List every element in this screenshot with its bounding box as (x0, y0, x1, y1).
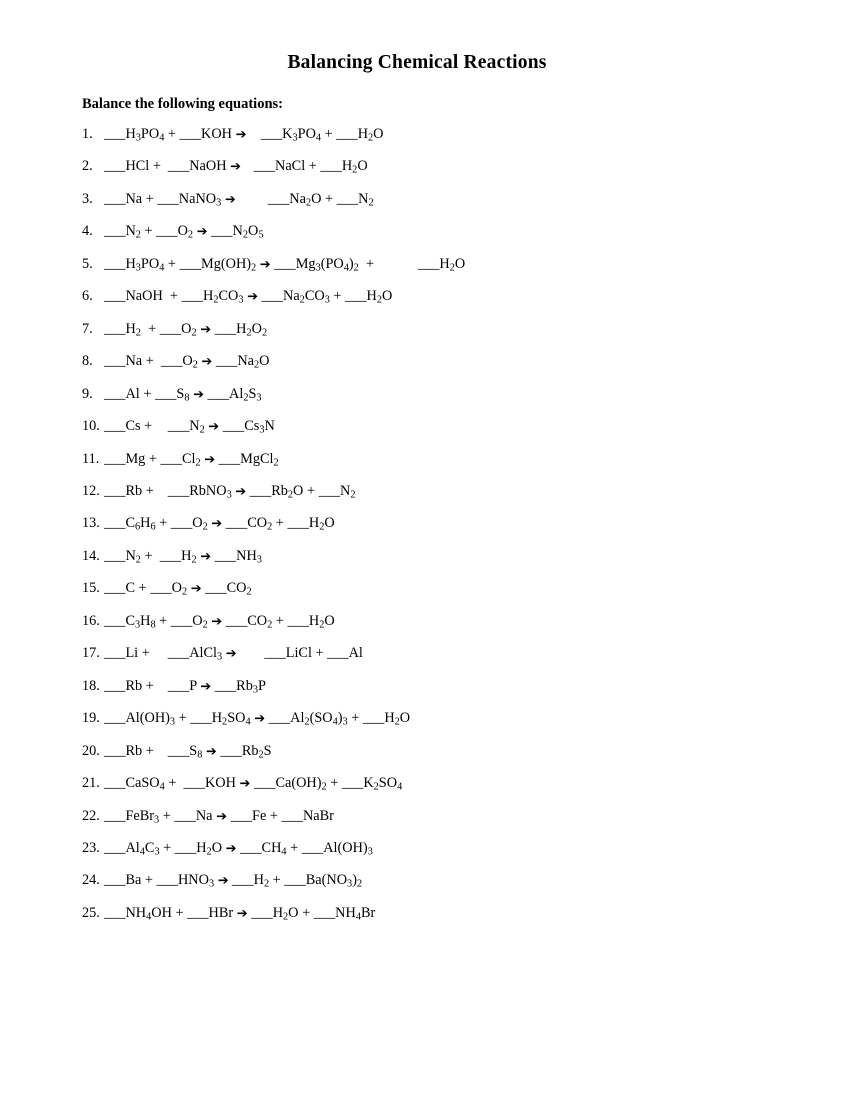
equation-body: $\_\_\_N_2$ + $\_\_\_O_2$ ➔ $\_\_\_N_2O_5$ (104, 223, 264, 241)
equation-number: 24. (82, 872, 100, 889)
equation-body: $\_\_\_H_3PO_4$ + ___KOH ➔ $\_\_\_K_3PO_4$ + $\_\_\_H_2O$ (104, 126, 384, 144)
equation-number: 13. (82, 515, 100, 532)
equation-item (82, 354, 770, 369)
equation-number: 4. (82, 223, 93, 240)
equation-body: $\_\_\_H_3PO_4$ + $\_\_\_Mg(OH)_2$ ➔ $\_\_\_Mg_3(PO_4)_2$ + $\_\_\_H_2O$ (104, 255, 466, 274)
equation-body: ___Mg + $\_\_\_Cl_2$ ➔ ___MgCl$_2$ (104, 450, 279, 468)
equation-number: 15. (82, 580, 100, 597)
equation-body: $\_\_\_N_2$ + $\_\_\_H_2$ ➔ $\_\_\_NH_3$ (104, 547, 262, 566)
equation-item (82, 841, 770, 856)
equation-item (82, 419, 770, 434)
equation-body: ___Na + ___NaNO$_3$ ➔ $\_\_\_Na_2O$ + $\_\_\_N_2$ (104, 190, 374, 209)
equation-number: 18. (82, 677, 100, 694)
equation-item (82, 192, 770, 207)
equation-number: 23. (82, 839, 100, 856)
equation-body: $\_\_\_C_6H_6$ + $\_\_\_O_2$ ➔ $\_\_\_CO_2$ + $\_\_\_H_2O$ (104, 515, 335, 533)
equation-body: $\_\_\_Al_4C_3$ + $\_\_\_H_2O$ ➔ $\_\_\_CH_4$ + $\_\_\_Al(OH)_3$ (104, 839, 373, 858)
equation-number: 7. (82, 320, 93, 337)
equation-number: 12. (82, 482, 100, 499)
equation-item (82, 873, 770, 888)
equation-item (82, 452, 770, 467)
equation-body: ___NaOH + $\_\_\_H_2CO_3$ ➔ $\_\_\_Na_2CO_3$ + $\_\_\_H_2O$ (104, 288, 393, 306)
equation-number: 17. (82, 645, 100, 662)
equation-body: ___Cs + $\_\_\_N_2$ ➔ $\_\_\_Cs_3N$ (104, 418, 275, 436)
equation-item (82, 127, 770, 142)
equation-item (82, 159, 770, 174)
equation-number: 14. (82, 547, 100, 564)
equation-item (82, 809, 770, 824)
equation-item (82, 711, 770, 726)
equation-item (82, 484, 770, 499)
equation-body: ___HCl + ___NaOH ➔ ___NaCl + $\_\_\_H_2O$ (104, 158, 368, 176)
equation-number: 3. (82, 190, 93, 207)
equation-number: 19. (82, 710, 100, 727)
equation-number: 16. (82, 612, 100, 629)
equation-body: $\_\_\_Al(OH)_3$ + $\_\_\_H_2SO_4$ ➔ $\_\_\_Al_2(SO_4)_3$ + $\_\_\_H_2O$ (104, 710, 411, 728)
equation-item (82, 387, 770, 402)
equation-body: ___C + $\_\_\_O_2$ ➔ $\_\_\_CO_2$ (104, 580, 252, 598)
equation-list (82, 127, 770, 921)
equation-item (82, 257, 770, 272)
equation-item (82, 679, 770, 694)
equation-body: ___Rb + $\_\_\_S_8$ ➔ $\_\_\_Rb_2S$ (104, 742, 272, 760)
equation-item (82, 322, 770, 337)
equation-body: ___Li + ___AlCl$_3$ ➔ ___LiCl + ___Al (104, 645, 363, 663)
equation-item (82, 906, 770, 921)
equation-body: $\_\_\_C_3H_8$ + $\_\_\_O_2$ ➔ $\_\_\_CO_2$ + $\_\_\_H_2O$ (104, 612, 335, 631)
equation-item (82, 614, 770, 629)
equation-item (82, 581, 770, 596)
equation-number: 9. (82, 385, 93, 402)
equation-item (82, 549, 770, 564)
equation-number: 10. (82, 418, 100, 435)
equation-number: 2. (82, 158, 93, 175)
equation-item (82, 289, 770, 304)
equation-number: 1. (82, 126, 93, 142)
equation-body: ___Al + $\_\_\_S_8$ ➔ $\_\_\_Al_2S_3$ (104, 385, 262, 403)
equation-number: 6. (82, 288, 93, 305)
equation-body: $\_\_\_H_2$ + $\_\_\_O_2$ ➔ $\_\_\_H_2O_2$ (104, 320, 268, 338)
instruction-text: Balance the following equations: (82, 96, 283, 112)
equation-body: $\_\_\_NH_4OH$ + ___HBr ➔ $\_\_\_H_2O$ + $\_\_\_NH_4Br$ (104, 904, 376, 923)
equation-item (82, 744, 770, 759)
equation-number: 20. (82, 742, 100, 759)
equation-body: ___CaSO$_4$ + ___KOH ➔ $\_\_\_Ca(OH)_2$ + $\_\_\_K_2SO_4$ (104, 775, 403, 793)
equation-number: 21. (82, 775, 100, 792)
equation-number: 22. (82, 807, 100, 824)
equation-number: 25. (82, 904, 100, 921)
equation-body: ___Rb + ___RbNO$_3$ ➔ $\_\_\_Rb_2O$ + $\_\_\_N_2$ (104, 482, 356, 501)
equation-item (82, 776, 770, 791)
equation-body: ___Na + $\_\_\_O_2$ ➔ $\_\_\_Na_2O$ (104, 353, 270, 371)
equation-number: 5. (82, 255, 93, 272)
equation-body: ___FeBr$_3$ + ___Na ➔ ___Fe + ___NaBr (104, 807, 334, 825)
equation-body: ___Ba + $\_\_\_HNO_3$ ➔ $\_\_\_H_2$ + $\_\_\_Ba(NO_3)_2$ (104, 872, 363, 890)
page-title: Balancing Chemical Reactions (287, 52, 547, 73)
equation-number: 8. (82, 353, 93, 370)
equation-item (82, 646, 770, 661)
equation-item (82, 516, 770, 531)
equation-number: 11. (82, 450, 100, 467)
equation-item (82, 224, 770, 239)
equation-body: ___Rb + ___P ➔ $\_\_\_Rb_3P$ (104, 677, 266, 695)
